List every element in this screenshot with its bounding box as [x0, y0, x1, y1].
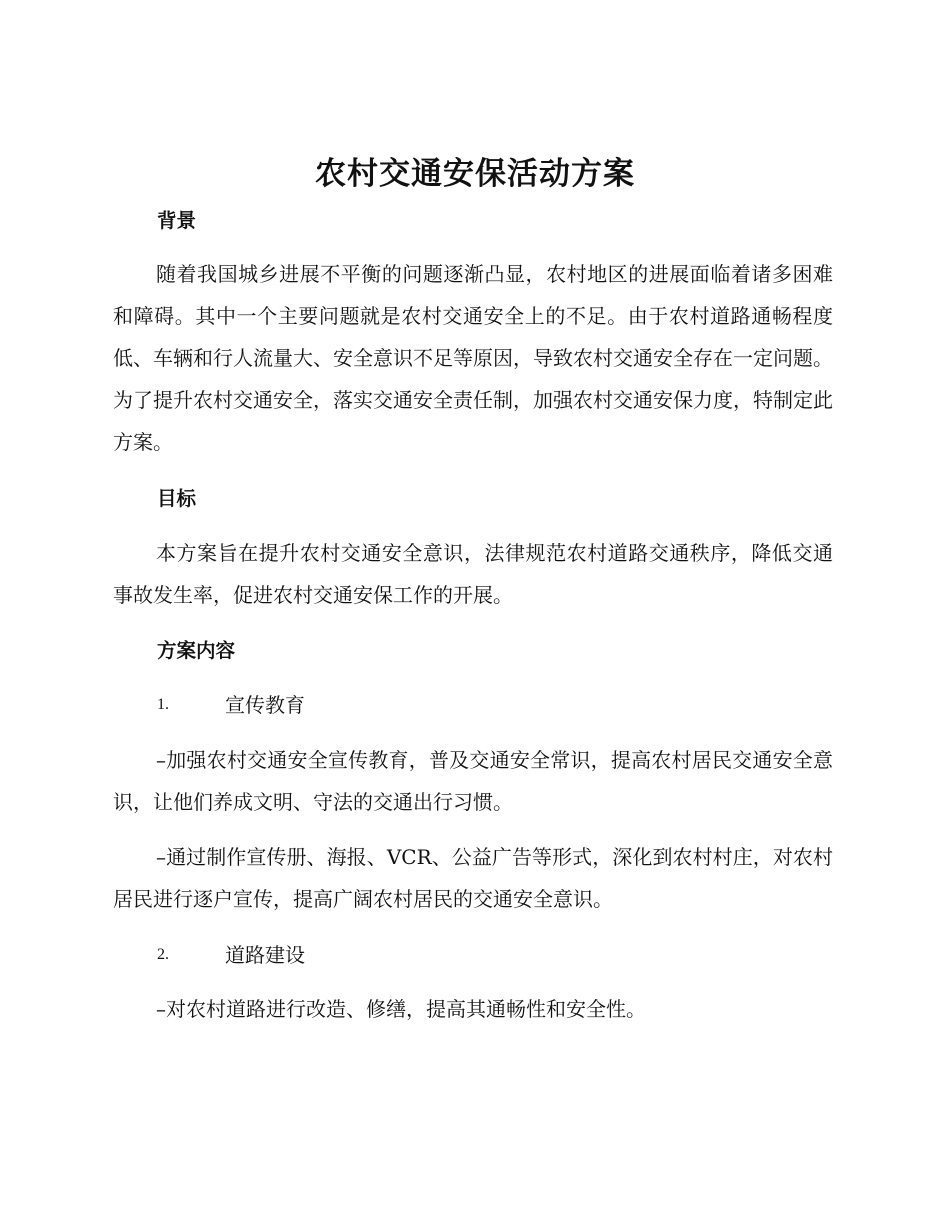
- section-heading-goal: 目标: [157, 487, 197, 510]
- bullet-paragraph: –加强农村交通安全宣传教育，普及交通安全常识，提高农村居民交通安全意识，让他们养成文明、守法的交通出行习惯。: [113, 748, 833, 814]
- bullet-paragraph: –通过制作宣传册、海报、VCR、公益广告等形式，深化到农村村庄，对农村居民进行逐户宣传，提高广阔农村居民的交通安全意识。: [113, 845, 833, 911]
- list-item-label: 宣传教育: [225, 693, 305, 717]
- list-item-number: 2.: [157, 946, 169, 963]
- list-item-1: [157, 690, 305, 720]
- list-item-label: 道路建设: [225, 943, 305, 967]
- background-paragraph: 随着我国城乡进展不平衡的问题逐渐凸显，农村地区的进展面临着诸多困难和障碍。其中一个主要问题就是农村交通安全上的不足。由于农村道路通畅程度低、车辆和行人流量大、安全意识不足等原因，导致农村交通安全存在一定问题。为了提升农村交通安全，落实交通安全责任制，加强农村交通安保力度，特制定此方案。: [113, 262, 833, 454]
- bullet-paragraph: –对农村道路进行改造、修缮，提高其通畅性和安全性。: [156, 997, 646, 1021]
- list-item-2: [157, 940, 305, 970]
- section-heading-background: 背景: [157, 209, 197, 232]
- section-heading-content: 方案内容: [157, 639, 236, 662]
- list-item-number: 1.: [157, 696, 169, 713]
- document-title: 农村交通安保活动方案: [315, 156, 635, 192]
- goal-paragraph: 本方案旨在提升农村交通安全意识，法律规范农村道路交通秩序，降低交通事故发生率，促进农村交通安保工作的开展。: [113, 541, 833, 607]
